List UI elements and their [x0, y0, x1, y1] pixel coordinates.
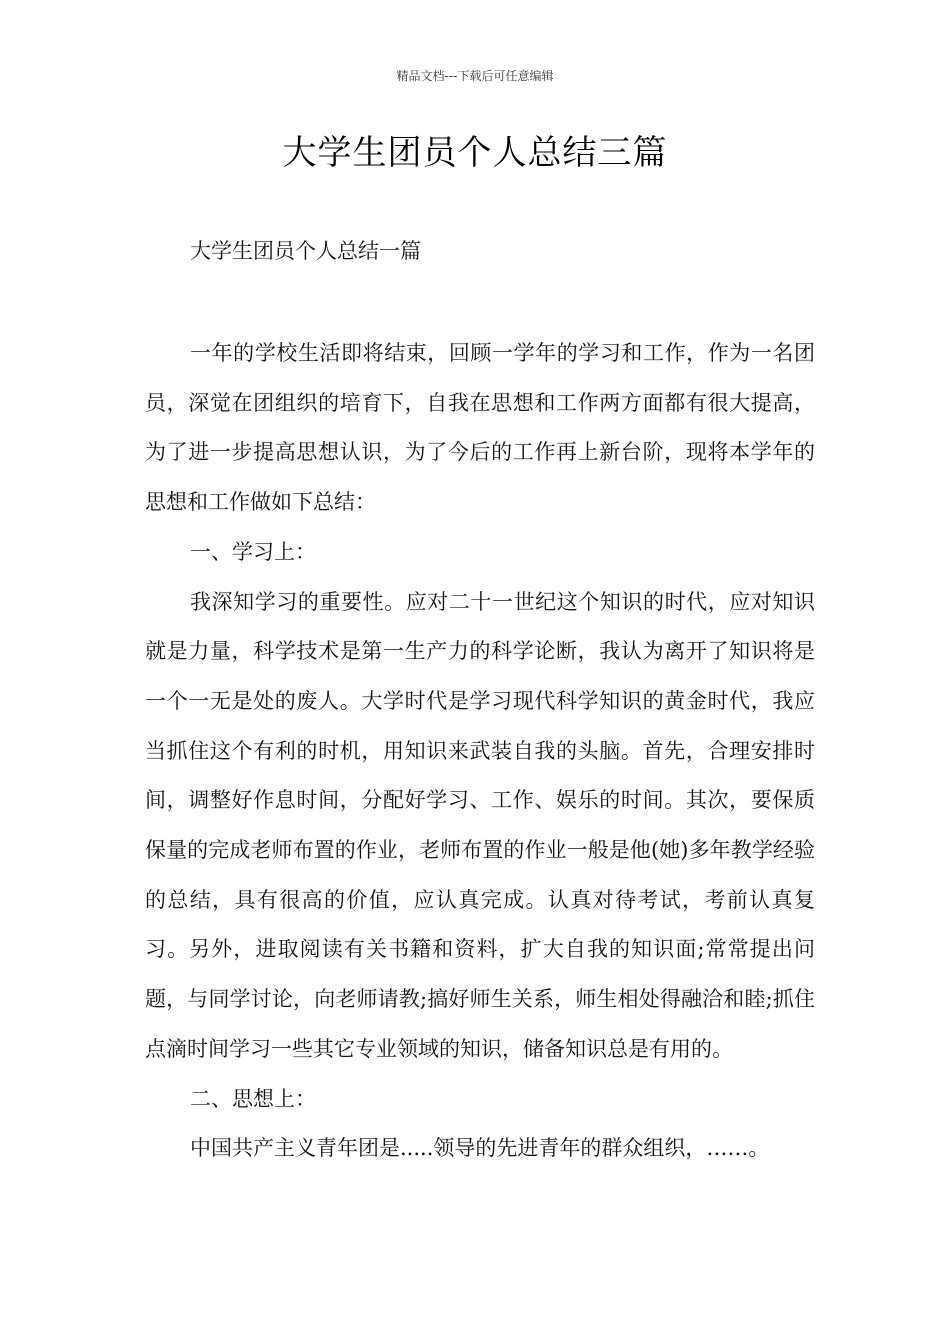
- document-title: 大学生团员个人总结三篇: [282, 133, 668, 173]
- header-note: 精品文档---下载后可任意编辑: [396, 69, 554, 83]
- heading-study: 一、学习上：: [190, 539, 316, 564]
- paragraph-study: 我深知学习的重要性。应对二十一世纪这个知识的时代，应对知识就是力量，科学技术是第一生产力的科学论断，我认为离开了知识将是一个一无是处的废人。大学时代是学习现代科学知识的黄金时代，我应当抓住这个有利的时机，用知识来武装自我的头脑。首先，合理安排时间，调整好作息时间，分配好学习、工作、娱乐的时间。其次，要保质保量的完成老师布置的作业，老师布置的作业一般是他(她)多年教学经验的总结，具有很高的价值，应认真完成。认真对待考试，考前认真复习。另外，进取阅读有关书籍和资料，扩大自我的知识面;常常提出问题，与同学讨论，向老师请教;搞好师生关系，师生相处得融洽和睦;抓住点滴时间学习一些其它专业领域的知识，储备知识总是有用的。: [145, 589, 815, 1061]
- document-body: [145, 329, 815, 1174]
- paragraph-intro: 一年的学校生活即将结束，回顾一学年的学习和工作，作为一名团员，深觉在团组织的培育下，自我在思想和工作两方面都有很大提高，为了进一步提高思想认识，为了今后的工作再上新台阶，现将本学年的思想和工作做如下总结：: [145, 341, 815, 515]
- paragraph-thought: 中国共产主义青年团是.....领导的先进青年的群众组织，……。: [190, 1136, 770, 1161]
- heading-thought: 二、思想上：: [190, 1086, 316, 1111]
- section-subtitle: 大学生团员个人总结一篇: [190, 239, 421, 263]
